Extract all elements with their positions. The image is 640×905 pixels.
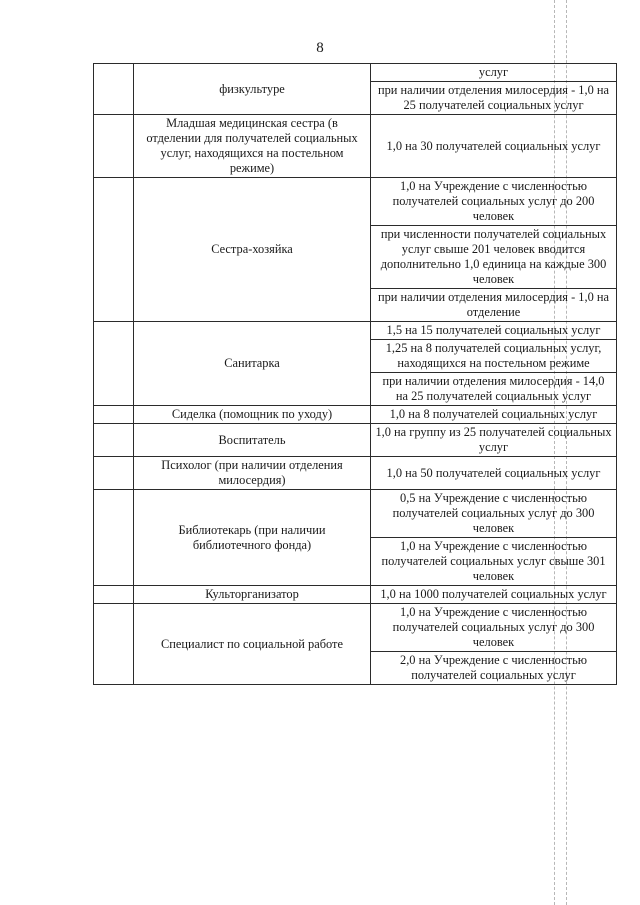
row-number-cell: [94, 586, 134, 604]
row-number-cell: [94, 424, 134, 457]
position-cell: Психолог (при наличии отделения милосердия): [134, 457, 371, 490]
table-row: [94, 64, 617, 82]
table-row: [94, 115, 617, 178]
norm-cell: 1,0 на группу из 25 получателей социальных услуг: [371, 424, 617, 457]
norm-cell: при наличии отделения милосердия - 14,0 на 25 получателей социальных услуг: [371, 373, 617, 406]
norm-cell: 1,5 на 15 получателей социальных услуг: [371, 322, 617, 340]
page-number: 8: [316, 40, 324, 56]
position-cell: Сестра-хозяйка: [134, 178, 371, 322]
staffing-norms-table: [93, 63, 617, 685]
norm-cell: при наличии отделения милосердия - 1,0 на отделение: [371, 289, 617, 322]
staffing-norms-table-body: [94, 64, 617, 685]
norm-cell: 1,0 на 8 получателей социальных услуг: [371, 406, 617, 424]
norm-cell: при наличии отделения милосердия - 1,0 на 25 получателей социальных услуг: [371, 82, 617, 115]
norm-cell: 0,5 на Учреждение с численностью получателей социальных услуг до 300 человек: [371, 490, 617, 538]
row-number-cell: [94, 457, 134, 490]
row-number-cell: [94, 490, 134, 586]
table-row: [94, 586, 617, 604]
position-cell: Воспитатель: [134, 424, 371, 457]
table-row: [94, 490, 617, 538]
row-number-cell: [94, 604, 134, 685]
norm-cell: 1,0 на 1000 получателей социальных услуг: [371, 586, 617, 604]
position-cell: физкультуре: [134, 64, 371, 115]
norm-cell: 2,0 на Учреждение с численностью получателей социальных услуг: [371, 652, 617, 685]
norm-cell: 1,0 на 50 получателей социальных услуг: [371, 457, 617, 490]
norm-cell: 1,0 на Учреждение с численностью получателей социальных услуг свыше 301 человек: [371, 538, 617, 586]
norm-cell: 1,25 на 8 получателей социальных услуг, находящихся на постельном режиме: [371, 340, 617, 373]
position-cell: Культорганизатор: [134, 586, 371, 604]
row-number-cell: [94, 64, 134, 115]
table-row: [94, 424, 617, 457]
position-cell: Библиотекарь (при наличии библиотечного фонда): [134, 490, 371, 586]
norm-cell: услуг: [371, 64, 617, 82]
position-cell: Младшая медицинская сестра (в отделении для получателей социальных услуг, находящихся на постельном режиме): [134, 115, 371, 178]
table-row: [94, 457, 617, 490]
row-number-cell: [94, 115, 134, 178]
position-cell: Санитарка: [134, 322, 371, 406]
norm-cell: при численности получателей социальных услуг свыше 201 человек вводится дополнительно 1,0 единица на каждые 300 человек: [371, 226, 617, 289]
row-number-cell: [94, 322, 134, 406]
table-row: [94, 178, 617, 226]
row-number-cell: [94, 406, 134, 424]
table-row: [94, 604, 617, 652]
table-row: [94, 322, 617, 340]
norm-cell: 1,0 на Учреждение с численностью получателей социальных услуг до 300 человек: [371, 604, 617, 652]
position-cell: Сиделка (помощник по уходу): [134, 406, 371, 424]
row-number-cell: [94, 178, 134, 322]
position-cell: Специалист по социальной работе: [134, 604, 371, 685]
norm-cell: 1,0 на Учреждение с численностью получателей социальных услуг до 200 человек: [371, 178, 617, 226]
norm-cell: 1,0 на 30 получателей социальных услуг: [371, 115, 617, 178]
table-row: [94, 406, 617, 424]
